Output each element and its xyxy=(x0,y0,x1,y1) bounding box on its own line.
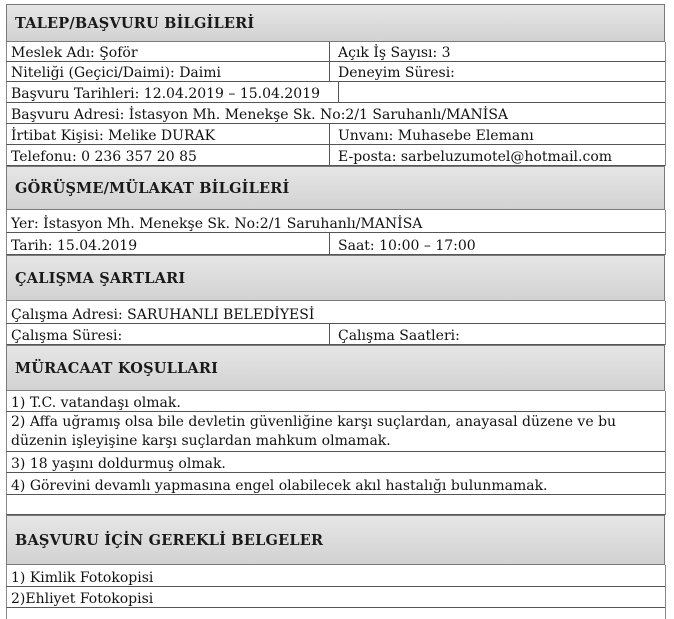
belge-item xyxy=(6,587,665,608)
yer-text: Yer: İstasyon Mh. Menekşe Sk. No:2/1 Saruhanlı/MANİSA xyxy=(11,216,423,232)
calisma-adres-text: Çalışma Adresi: SARUHANLI BELEDİYESİ xyxy=(11,307,315,323)
cell-acik-is xyxy=(330,42,665,61)
niteligi-text: Niteliği (Geçici/Daimi): Daimi xyxy=(11,65,221,81)
right-border xyxy=(665,210,666,255)
belge-empty-row xyxy=(6,608,665,619)
cell-unvan xyxy=(330,124,665,144)
cell-calisma-sure xyxy=(7,324,330,344)
row-niteligi xyxy=(6,62,665,82)
cell-calisma-saatler xyxy=(330,324,665,344)
muracaat-item xyxy=(6,452,665,473)
row-tarih xyxy=(6,233,665,255)
section-header-muracaat: MÜRACAAT KOŞULLARI xyxy=(6,345,665,391)
unvan-text: Unvanı: Muhasebe Elemanı xyxy=(338,128,534,144)
right-border xyxy=(665,565,666,619)
cell-tarih xyxy=(7,233,330,254)
belge-item xyxy=(6,565,665,587)
cell-belge-2 xyxy=(7,587,665,607)
row-calisma-adres xyxy=(6,301,665,324)
meslek-text: Meslek Adı: Şoför xyxy=(11,45,138,61)
belge-text-2: 2)Ehliyet Fotokopisi xyxy=(11,591,154,607)
row-tarihler xyxy=(6,82,665,103)
cell-muracaat-3 xyxy=(7,452,665,472)
cell-meslek xyxy=(7,42,330,61)
muracaat-item xyxy=(6,391,665,412)
cell-calisma-adres xyxy=(7,301,665,323)
right-border xyxy=(665,42,666,166)
cell-niteligi xyxy=(7,62,330,81)
cell-deneyim xyxy=(330,62,665,81)
cell-belge-1 xyxy=(7,565,665,586)
muracaat-item xyxy=(6,412,665,452)
cell-eposta xyxy=(330,145,665,165)
section-header-talep: TALEP/BAŞVURU BİLGİLERİ xyxy=(6,4,665,42)
section-header-gorusme: GÖRÜŞME/MÜLAKAT BİLGİLERİ xyxy=(6,166,665,210)
cell-muracaat-2 xyxy=(7,412,665,451)
saat-text: Saat: 10:00 – 17:00 xyxy=(338,238,476,254)
section-header-belgeler: BAŞVURU İÇİN GEREKLİ BELGELER xyxy=(6,515,665,565)
eposta-text: E-posta: sarbeluzumotel@hotmail.com xyxy=(338,149,613,165)
calisma-saatler-text: Çalışma Saatleri: xyxy=(338,328,460,344)
cell-muracaat-4 xyxy=(7,473,665,494)
row-yer xyxy=(6,210,665,233)
cell-telefon xyxy=(7,145,330,165)
irtibat-text: İrtibat Kişisi: Melike DURAK xyxy=(11,128,216,144)
belge-text-1: 1) Kimlik Fotokopisi xyxy=(11,570,154,586)
calisma-sure-text: Çalışma Süresi: xyxy=(11,328,123,344)
right-border xyxy=(665,391,666,515)
muracaat-text-4: 4) Görevini devamlı yapmasına engel olabilecek akıl hastalığı bulunmamak. xyxy=(11,478,548,494)
cell-yer xyxy=(7,210,665,232)
tarihler-text: Başvuru Tarihleri: 12.04.2019 – 15.04.2019 xyxy=(11,86,321,102)
cell-muracaat-1 xyxy=(7,391,665,411)
section-header-calisma: ÇALIŞMA ŞARTLARI xyxy=(6,255,665,301)
telefon-text: Telefonu: 0 236 357 20 85 xyxy=(11,149,197,165)
adres-text: Başvuru Adresi: İstasyon Mh. Menekşe Sk. No:2/1 Saruhanlı/MANİSA xyxy=(11,107,509,123)
row-meslek xyxy=(6,42,665,62)
row-irtibat xyxy=(6,124,665,145)
muracaat-text-1: 1) T.C. vatandaşı olmak. xyxy=(11,395,181,411)
row-calisma-sure xyxy=(6,324,665,345)
cell-tarihler xyxy=(7,82,339,102)
cell-adres xyxy=(7,103,665,123)
cell-irtibat xyxy=(7,124,330,144)
muracaat-text-3: 3) 18 yaşını doldurmuş olmak. xyxy=(11,456,226,472)
cell-saat xyxy=(330,233,665,254)
deneyim-text: Deneyim Süresi: xyxy=(338,65,455,81)
cell-belge-empty xyxy=(7,608,665,619)
tarih-text: Tarih: 15.04.2019 xyxy=(11,238,138,254)
row-adres xyxy=(6,103,665,124)
row-telefon xyxy=(6,145,665,166)
muracaat-text-2: 2) Affa uğramış olsa bile devletin güvenliğine karşı suçlardan, anayasal düzene ve bu düzenin işleyişine karşı suçlardan mahkum olmamak. xyxy=(11,414,617,449)
muracaat-empty-row xyxy=(6,495,665,515)
acik-is-text: Açık İş Sayısı: 3 xyxy=(338,45,451,61)
right-border xyxy=(665,301,666,345)
muracaat-item xyxy=(6,473,665,495)
cell-muracaat-empty xyxy=(7,495,665,514)
